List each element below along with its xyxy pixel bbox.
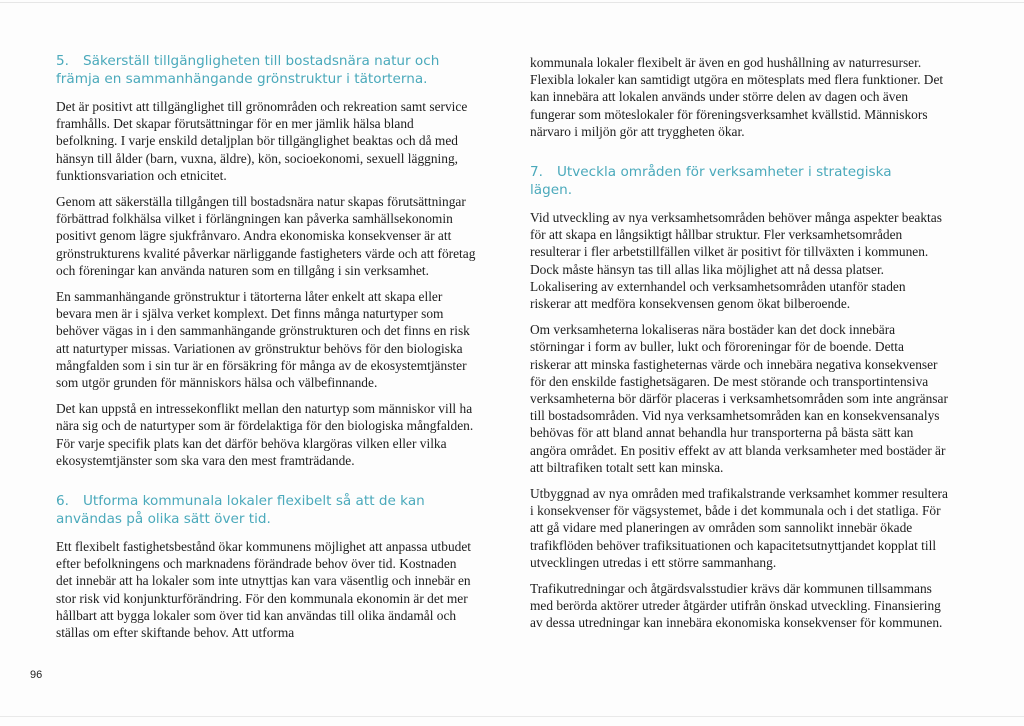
section-7-number: 7.: [530, 164, 543, 181]
section-6-title-line2: användas på olika sätt över tid.: [56, 511, 271, 528]
section-6-number: 6.: [56, 493, 69, 510]
bottom-divider: [0, 716, 1024, 717]
right-column: [530, 54, 948, 641]
section-6-heading: [56, 492, 476, 528]
section-5-paragraph-2: Genom att säkerställa tillgången till bostadsnära natur skapas förutsättningar förbättrad folkhälsa vilket i förlängningen kan påverka samhällsekonomin positivt genom lägre sjukfrånvaro. Andra ekonomiska konsekvenser är att grönstrukturens kvalité påverkar närliggande fastigheters värde och att företag och föreningar kan använda naturen som en tillgång i sin verksamhet.: [56, 194, 476, 278]
top-divider: [0, 2, 1024, 3]
section-5-paragraph-1: Det är positivt att tillgänglighet till grönområden och rekreation samt service framhålls. Det skapar förutsättningar för en mer jämlik hälsa bland befolkning. I varje enskild detaljplan bör tillgänglighet beaktas och då med hänsyn till ålder (barn, vuxna, äldre), kön, socioekonomi, sexuell läggning, funktionsvariation och etnicitet.: [56, 99, 468, 183]
page-number: 96: [30, 669, 43, 681]
section-7-paragraph-3: Utbyggnad av nya områden med trafikalstrande verksamhet kommer resultera i konsekvenser för vägsystemet, både i det kommunala och i det statliga. För att gå vidare med planeringen av områden som sannolikt innebär ökade trafikflöden behöver trafiksituationen och kapacitetsutnyttjandet kopplat till utvecklingen utredas i ett större sammanhang.: [530, 486, 948, 570]
section-7-heading: [530, 163, 948, 199]
section-5-number: 5.: [56, 53, 69, 69]
section-6-paragraph-1: Ett flexibelt fastighetsbestånd ökar kommunens möjlighet att anpassa utbudet efter befolkningens och marknadens förändrade behov över tid. Kostnaden det innebär att ha lokaler som inte utnyttjas kan vara väsentlig och innebär en stor risk vid konjunkturförändring. För den kommunala ekonomin är det mer hållbart att bygga lokaler som över tid kan användas till olika ändamål och ställas om efter skiftande behov. Att utforma: [56, 539, 472, 641]
left-column: [56, 52, 476, 650]
section-5-title-line1: Säkerställ tillgängligheten till bostadsnära natur och: [82, 53, 440, 69]
section-5-heading: [56, 52, 476, 88]
section-7-paragraph-1: Vid utveckling av nya verksamhetsområden behöver många aspekter beaktas för att skapa en långsiktigt hållbar struktur. Fler verksamhetsområden resulterar i fler arbetstillfällen vilket är positivt för tillväxten i kommunen. Dock måste hänsyn tas till allas lika möjlighet att nå dessa platser. Lokalisering av externhandel och verksamhetsområden utanför staden riskerar att medföra konsekvensen genom ökat bilberoende.: [530, 210, 942, 312]
section-6-paragraph-continued: kommunala lokaler flexibelt är även en god hushållning av naturresurser. Flexibla lokaler kan samtidigt utgöra en mötesplats med flera funktioner. Det kan innebära att lokalen används under större delen av dagen och även fungerar som möteslokaler för föreningsverksamhet kvällstid. Människors närvaro i miljön gör att tryggheten ökar.: [530, 55, 944, 139]
section-5-title-line2: främja en sammanhängande grönstruktur i tätorterna.: [56, 71, 428, 87]
section-7-title-line1: Utveckla områden för verksamheter i strategiska: [556, 164, 892, 181]
section-7-title-line2: lägen.: [530, 182, 573, 199]
section-7-paragraph-2: Om verksamheterna lokaliseras nära bostäder kan det dock innebära störningar i form av buller, lukt och föroreningar för de boende. Detta riskerar att minska fastigheternas värde och innebära negativa konsekvenser för den enskilde fastighetsägaren. De mest störande och transportintensiva verksamheterna bör därför placeras i verksamhetsområden som inte angränsar till bostadsområden. Vid nya verksamhetsområden kan en konsekvensanalys behövas för att bland annat behandla hur transporterna på bästa sätt kan angöra området. En positiv effekt av att blanda verksamheter med bostäder är att biltrafiken totalt sett kan minska.: [530, 322, 948, 475]
section-5-paragraph-3: En sammanhängande grönstruktur i tätorterna låter enkelt att skapa eller bevara men är i själva verket komplext. Det finns många naturtyper som behöver vägas in i den sammanhängande grönstrukturen och det finns en risk att naturtyper missas. Variationen av grönstruktur behövs för den biologiska mångfalden som i sin tur är en försäkring för många av de ekosystemtjänster som utgör grunden för människors hälsa och välbefinnande.: [56, 289, 470, 391]
section-6-title-line1: Utforma kommunala lokaler flexibelt så att de kan: [82, 493, 425, 510]
section-7-paragraph-4: Trafikutredningar och åtgärdsvalsstudier krävs där kommunen tillsammans med berörda aktörer utreder åtgärder utifrån önskad utveckling. Finansiering av dessa utredningar kan innebära ekonomiska konsekvenser för kommunen.: [530, 581, 943, 631]
section-5-paragraph-4: Det kan uppstå en intressekonflikt mellan den naturtyp som människor vill ha nära sig och de naturtyper som är fördelaktiga för den biologiska mångfalden. För varje specifik plats kan det därför behöva klargöras vilken eller vilka ekosystemtjänster som ska vara den mest framträdande.: [56, 401, 474, 468]
